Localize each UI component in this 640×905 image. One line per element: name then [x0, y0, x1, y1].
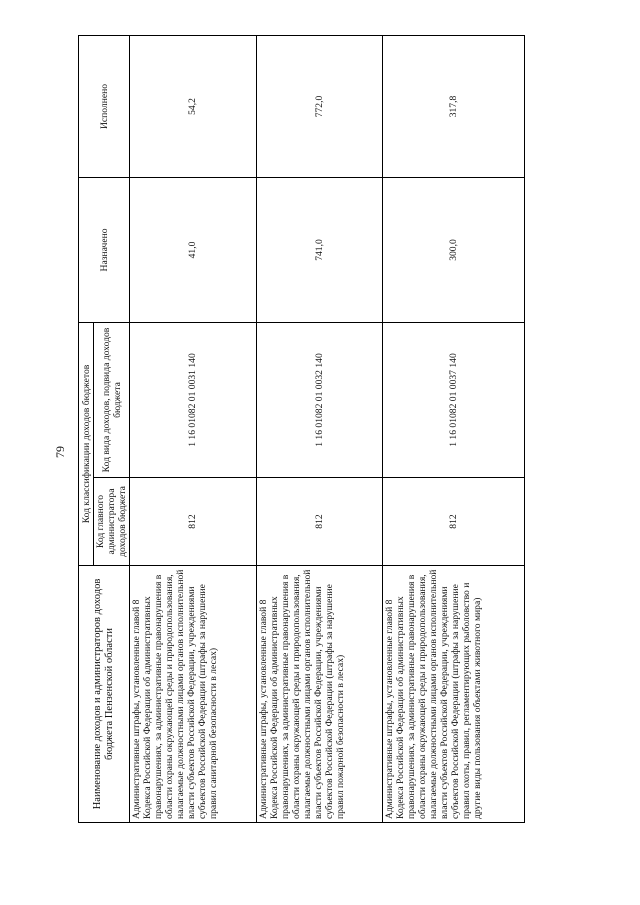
table-row — [383, 35, 525, 822]
header-assigned: Назначено — [79, 177, 130, 322]
header-revenue-code: Код вида доходов, подвида доходов бюджета — [94, 322, 130, 477]
revenue-table — [78, 35, 525, 823]
row-name: Административные штрафы, установленные главой 8 Кодекса Российской Федерации об административных правонарушениях, за административные правонарушения в области охраны окружающей среды и природопользования, налагаемые должностными лицами органов исполнительной власти субъектов Российской Федерации, учреждениями субъектов Российской Федерации (штрафы за нарушение правил охоты, правил, регламентирующих рыболовство и другие виды пользования объектами животного мира) — [383, 566, 525, 823]
row-revenue-code: 1 16 01082 01 0037 140 — [383, 322, 525, 477]
row-executed: 772,0 — [256, 35, 383, 177]
row-name: Административные штрафы, установленные главой 8 Кодекса Российской Федерации об административных правонарушениях, за административные правонарушения в области охраны окружающей среды и природопользования, налагаемые должностными лицами органов исполнительной власти субъектов Российской Федерации, учреждениями субъектов Российской Федерации (штрафы за нарушение правил санитарной безопасности в лесах) — [130, 566, 257, 823]
table-row — [256, 35, 383, 822]
row-name: Административные штрафы, установленные главой 8 Кодекса Российской Федерации об административных правонарушениях, за административные правонарушения в области охраны окружающей среды и природопользования, налагаемые должностными лицами органов исполнительной власти субъектов Российской Федерации, учреждениями субъектов Российской Федерации (штрафы за нарушение правил пожарной безопасности в лесах) — [256, 566, 383, 823]
row-admin-code: 812 — [256, 478, 383, 566]
rotated-page-content — [78, 36, 525, 823]
header-code-group: Код классификации доходов бюджетов — [79, 322, 94, 565]
header-admin-code: Код главного администратора доходов бюджета — [94, 478, 130, 566]
row-executed: 317,8 — [383, 35, 525, 177]
row-admin-code: 812 — [383, 478, 525, 566]
row-assigned: 41,0 — [130, 177, 257, 322]
row-revenue-code: 1 16 01082 01 0032 140 — [256, 322, 383, 477]
row-executed: 54,2 — [130, 35, 257, 177]
page-number: 79 — [53, 446, 67, 458]
table-row — [130, 35, 257, 822]
header-executed: Исполнено — [79, 35, 130, 177]
row-assigned: 741,0 — [256, 177, 383, 322]
row-assigned: 300,0 — [383, 177, 525, 322]
header-name: Наименование доходов и администраторов доходов бюджета Пензенской области — [79, 566, 130, 823]
row-admin-code: 812 — [130, 478, 257, 566]
table-header-row — [79, 35, 94, 822]
row-revenue-code: 1 16 01082 01 0031 140 — [130, 322, 257, 477]
